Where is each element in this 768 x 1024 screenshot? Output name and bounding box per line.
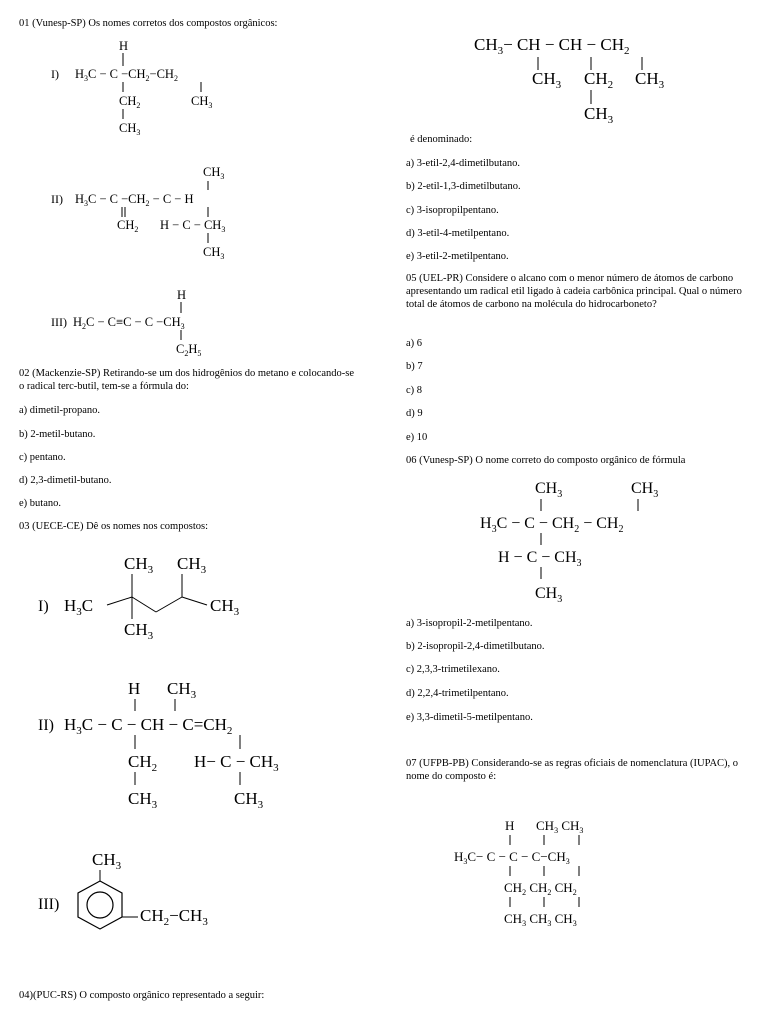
q02-option-e: e) butano. [19,498,61,509]
svg-text:CH2: $CH_2$ [119,94,141,110]
svg-text:CH3: $CH_3$ [535,585,563,605]
svg-text:CH2: $CH_2$ [117,218,139,234]
q05-option-a: a) 6 [406,338,423,349]
q06-option-c: c) 2,3,3-trimetilexano. [406,664,500,675]
q02-option-c: c) pentano. [19,452,66,463]
q01-stem: 01 (Vunesp-SP) Os nomes corretos dos compostos orgânicos: [19,18,278,29]
svg-text:CH3 CH3: $CH_3$ $CH_3$ [536,818,584,835]
q03-structure-2 [30,672,330,812]
svg-text:CH3: $CH_3$ [124,620,154,642]
svg-text:H: H [177,288,187,302]
q04-option-d: d) 3-etil-4-metilpentano. [406,228,510,239]
q05-option-e: e) 10 [406,432,428,443]
svg-text:CH3: $CH_3$ [92,850,122,872]
svg-text:H3C − C − CH − C=CH2: $H_3C - C$ − CH − $C=CH_2$ [64,715,233,737]
svg-text:CH3: $CH_3$ [234,789,264,811]
svg-text:H3C − C −CH2−CH2: $H_3C - C -CH_2-CH_2$ [75,67,178,83]
q04-option-b: b) 2-etil-1,3-dimetilbutano. [406,181,521,192]
q05-option-d: d) 9 [406,408,423,419]
svg-text:CH3: $CH_3$ [635,69,665,91]
q04-option-e: e) 3-etil-2-metilpentano. [406,251,509,262]
q05-option-b: b) 7 [406,361,423,372]
q01-label-1: I) [51,67,59,81]
q01-label-2: II) [51,192,63,206]
q05-stem: 05 (UEL-PR) Considere o alcano com o menor número de átomos de carbono apresentando um radical etil ligado à cadeia carbônica principal. Qual o número total de átomos de carbono na molécula do hidrocarboneto? [406,273,742,310]
q06-stem: 06 (Vunesp-SP) O nome correto do composto orgânico de fórmula [406,455,686,466]
q03-stem: 03 (UECE-CE) Dê os nomes nos compostos: [19,521,208,532]
svg-text:CH3 CH3 CH3: $CH_3$ $CH_3$ $CH_3$ [504,911,577,928]
q01-structure-1 [45,40,245,140]
q02-option-a: a) dimetil-propano. [19,405,101,416]
q02-option-b: b) 2-metil-butano. [19,429,96,440]
svg-text:H3C: $H_3C$ [64,596,94,618]
q06-structure [478,474,698,609]
q05-option-c: c) 8 [406,385,423,396]
svg-text:CH2−CH3: $CH_2-CH_3$ [140,906,208,928]
q02-option-d: d) 2,3-dimetil-butano. [19,475,112,486]
svg-text:CH3: $CH_3$ [128,789,158,811]
svg-text:H − C − CH3: $H - C - CH_3$ [160,218,226,234]
q03-label-2: II) [38,717,54,734]
svg-text:CH3: $CH_3$ [203,165,225,181]
q06-option-d: d) 2,2,4-trimetilpentano. [406,688,509,699]
svg-text:CH2: $CH_2$ [584,69,614,91]
q04-option-c: c) 3-isopropilpentano. [406,205,499,216]
svg-text:CH3: $CH_3$ [532,69,562,91]
q01-structure-2 [45,162,265,267]
q04-option-a: a) 3-etil-2,4-dimetilbutano. [406,158,521,169]
q04-stem: 04)(PUC-RS) O composto orgânico representado a seguir: [19,990,265,1001]
svg-text:CH3: $CH_3$ [167,679,197,701]
q01-label-3: III) [51,315,67,329]
q06-option-a: a) 3-isopropil-2-metilpentano. [406,618,533,629]
svg-text:CH3− CH − CH − CH2: $CH_3-$ CH − CH − $CH_2$ [474,35,630,57]
svg-text:CH3: $CH_3$ [124,554,154,576]
svg-text:CH3: $CH_3$ [210,596,240,618]
svg-text:H: H [505,818,515,833]
svg-text:CH2 CH2 CH2: $CH_2$ $CH_2$ $CH_2$ [504,880,577,897]
svg-text:CH3: $CH_3$ [191,94,213,110]
svg-text:CH3: $CH_3$ [584,104,614,126]
q04-continuation: é denominado: [410,134,473,145]
q01-structure-3 [45,288,245,363]
svg-text:H: H [128,679,141,698]
svg-text:C2H5: $C_2H_5$ [176,342,202,358]
svg-text:CH3: $CH_3$ [177,554,207,576]
svg-text:H: H [119,39,129,53]
svg-text:CH3: $CH_3$ [631,480,659,500]
svg-text:H3C− C − C − C−CH3: $H_3C- C - C - C-CH_3$ [454,849,570,866]
svg-text:H2C − C≡C − C −CH3: $H_2C - C\equiv C - C -CH_3$ [73,315,185,331]
svg-text:H − C − CH3: $H - C - CH_3$ [498,549,582,569]
q07-structure [452,815,652,930]
svg-text:CH3: $CH_3$ [203,245,225,261]
svg-text:CH2: $CH_2$ [128,752,158,774]
q04-structure [470,28,690,133]
q03-structure-3 [30,845,270,940]
q03-label-1: I) [38,598,49,615]
q07-stem: 07 (UFPB-PB) Considerando-se as regras oficiais de nomenclatura (IUPAC), o nome do composto é: [406,758,739,782]
svg-text:CH3: $CH_3$ [119,121,141,137]
svg-text:H3C − C −CH2 − C − H: $H_3C - C -CH_2 - C - H$ [75,192,194,208]
q03-structure-1 [30,545,270,645]
svg-text:H3C − C − CH2 − CH2: $H_3C - C - CH_2 - CH_2$ [480,515,624,535]
q03-label-3: III) [38,896,60,913]
q06-option-b: b) 2-isopropil-2,4-dimetilbutano. [406,641,545,652]
svg-text:H− C − CH3: $H- C - CH_3$ [194,752,279,774]
q06-option-e: e) 3,3-dimetil-5-metilpentano. [406,712,533,723]
svg-text:CH3: $CH_3$ [535,480,563,500]
q02-stem: 02 (Mackenzie-SP) Retirando-se um dos hidrogênios do metano e colocando-se o radical terc-butil, tem-se a fórmula do: [19,368,355,392]
